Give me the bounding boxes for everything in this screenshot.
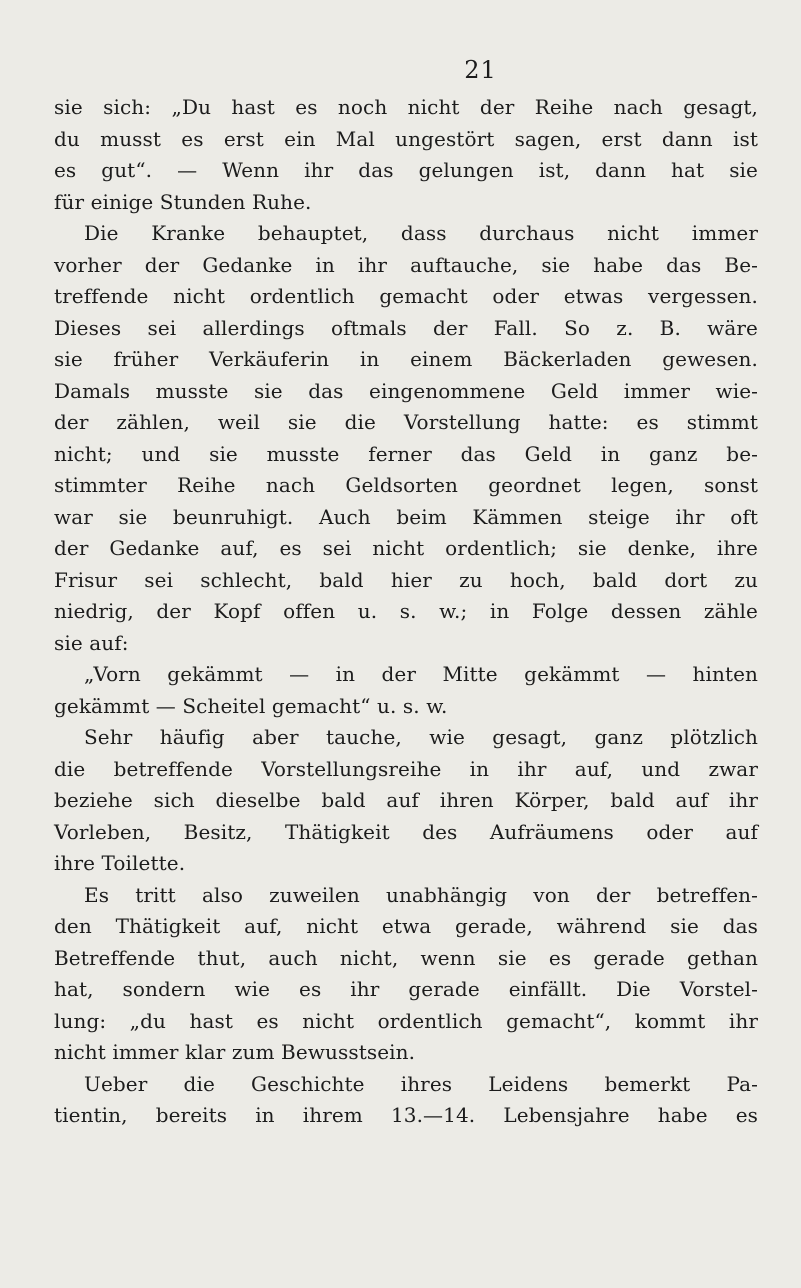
text-line: vorher der Gedanke in ihr auftauche, sie habe das Be- [54, 252, 758, 277]
text-line: für einige Stunden Ruhe. [54, 189, 312, 214]
text-line: Die Kranke behauptet, dass durchaus nicht immer [84, 221, 758, 245]
text-line: Ueber die Geschichte ihres Leidens bemerkt Pa- [84, 1071, 758, 1096]
text-line: sie sich: „Du hast es noch nicht der Reihe nach gesagt, [54, 95, 758, 119]
text-line: Es tritt also zuweilen unabhängig von der betreffen- [84, 882, 758, 907]
text-line: Vorleben, Besitz, Thätigkeit des Aufräumens oder auf [54, 819, 758, 844]
text-line: ihre Toilette. [54, 851, 186, 875]
text-line: war sie beunruhigt. Auch beim Kämmen steige ihr oft [54, 504, 758, 529]
text-line: Betreffende thut, auch nicht, wenn sie es gerade gethan [54, 945, 758, 970]
text-line: du musst es erst ein Mal ungestört sagen, erst dann ist [54, 126, 758, 151]
text-line: den Thätigkeit auf, nicht etwa gerade, während sie das [54, 914, 758, 938]
text-line: Damals musste sie das eingenommene Geld immer wie- [54, 378, 758, 403]
text-line: es gut“. — Wenn ihr das gelungen ist, dann hat sie [54, 158, 758, 182]
text-line: „Vorn gekämmt — in der Mitte gekämmt — hinten [84, 662, 758, 686]
text-line: tientin, bereits in ihrem 13.—14. Lebensjahre habe es [54, 1103, 758, 1127]
text-line: sie auf: [54, 630, 129, 655]
text-line: treffende nicht ordentlich gemacht oder etwas vergessen. [54, 284, 758, 308]
text-line: Frisur sei schlecht, bald hier zu hoch, bald dort zu [54, 567, 758, 592]
text-line: niedrig, der Kopf offen u. s. w.; in Folge dessen zähle [54, 599, 758, 623]
text-line: der zählen, weil sie die Vorstellung hatte: es stimmt [54, 410, 758, 434]
body-text [54, 92, 758, 1132]
text-line: stimmter Reihe nach Geldsorten geordnet legen, sonst [54, 473, 758, 497]
text-line: sie früher Verkäuferin in einem Bäckerladen gewesen. [54, 347, 758, 371]
text-line: Sehr häufig aber tauche, wie gesagt, ganz plötzlich [84, 725, 758, 749]
text-line: lung: „du hast es nicht ordentlich gemacht“, kommt ihr [54, 1008, 758, 1033]
text-line: beziehe sich dieselbe bald auf ihren Körper, bald auf ihr [54, 788, 758, 812]
text-line: gekämmt — Scheitel gemacht“ u. s. w. [54, 693, 448, 718]
text-line: die betreffende Vorstellungsreihe in ihr auf, und zwar [54, 756, 758, 781]
text-line: Dieses sei allerdings oftmals der Fall. So z. B. wäre [54, 315, 758, 340]
text-line: der Gedanke auf, es sei nicht ordentlich; sie denke, ihre [54, 536, 758, 560]
text-line: nicht; und sie musste ferner das Geld in ganz be- [54, 441, 758, 466]
text-line: nicht immer klar zum Bewusstsein. [54, 1040, 416, 1064]
page-number: 21 [464, 56, 497, 84]
text-line: hat, sondern wie es ihr gerade einfällt. Die Vorstel- [54, 977, 758, 1001]
